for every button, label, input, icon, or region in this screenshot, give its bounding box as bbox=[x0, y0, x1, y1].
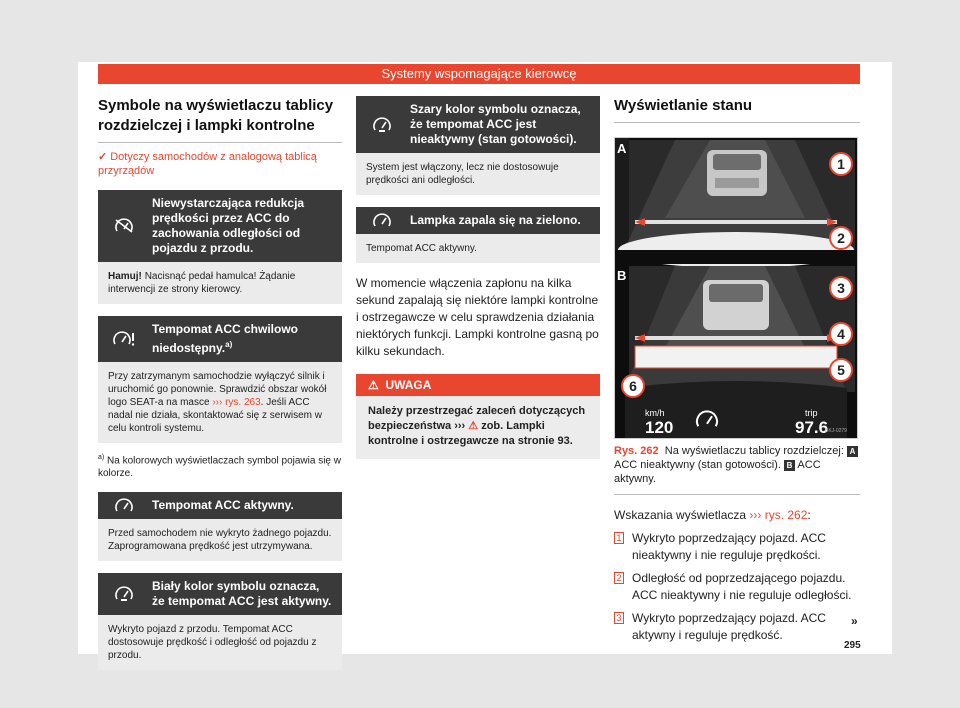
panel-ref-a: A bbox=[847, 446, 858, 457]
symbol-description: System jest włączony, lecz nie dostosowuje prędkości ani odległości. bbox=[356, 153, 600, 195]
panel-ref-b: B bbox=[784, 460, 795, 471]
trip-label: trip bbox=[805, 408, 818, 418]
continue-mark: » bbox=[851, 614, 858, 628]
panel-label-a: A bbox=[617, 141, 627, 156]
symbol-box bbox=[98, 573, 342, 670]
acc-grey-icon bbox=[356, 117, 408, 133]
callout-6: 6 bbox=[621, 374, 645, 398]
list-item: 1 Wykryto poprzedzający pojazd. ACC nieaktywny i nie reguluje prędkości. bbox=[614, 530, 860, 564]
symbol-box bbox=[98, 316, 342, 443]
warning-triangle-icon: ⚠ bbox=[368, 378, 379, 392]
symbol-title: Szary kolor symbolu oznacza, że tempomat ACC jest nieaktywny (stan gotowości). bbox=[410, 102, 581, 146]
list-item: 2 Odległość od poprzedzającego pojazdu. ACC nieaktywny i nie reguluje odległości. bbox=[614, 570, 860, 604]
symbol-description: Wykryto pojazd z przodu. Tempomat ACC dostosowuje prędkość i odległość od pojazdu z przodu. bbox=[98, 615, 342, 670]
symbol-title: Tempomat ACC aktywny. bbox=[152, 498, 294, 513]
display-figure bbox=[614, 137, 858, 439]
symbol-description: Tempomat ACC aktywny. bbox=[356, 234, 600, 263]
symbol-box bbox=[98, 492, 342, 561]
symbol-box bbox=[98, 190, 342, 304]
symbol-box bbox=[356, 96, 600, 195]
speed-unit: km/h bbox=[645, 408, 665, 418]
callout-5: 5 bbox=[829, 358, 853, 382]
applies-to-note: ✓ Dotyczy samochodów z analogową tablicą przyrządów bbox=[98, 151, 317, 177]
symbol-description: Hamuj! Nacisnąć pedał hamulca! Żądanie interwencji ze strony kierowcy. bbox=[98, 262, 342, 304]
figure-code: BKJ-0279 bbox=[825, 428, 847, 434]
symbol-title: Lampka zapala się na zielono. bbox=[410, 213, 581, 227]
list-item: 3 Wykryto poprzedzający pojazd. ACC aktywny i reguluje prędkość. bbox=[614, 610, 860, 644]
column-2 bbox=[356, 96, 600, 459]
figure-link[interactable]: ››› rys. 263 bbox=[212, 397, 261, 408]
symbol-title: Tempomat ACC chwilowo niedostępny.$^{a)}$ bbox=[152, 322, 299, 355]
trip-value: 97.6 bbox=[795, 418, 829, 437]
body-paragraph: W momencie włączenia zapłonu na kilka sekund zapalają się niektóre lampki kontrolne i ostrzegawcze w celu sprawdzenia działania niektórych funkcji. Lampki kontrolne gasną po kilku sekundach. bbox=[356, 276, 599, 358]
symbol-description: Przy zatrzymanym samochodzie wyłączyć silnik i uruchomić go ponownie. Sprawdzić obszar wokół logo SEAT-a na masce ››› rys. 263. Jeśli ACC nadal nie działa, skontaktować się z serwisem w celu kontroli systemu. bbox=[98, 362, 342, 443]
callout-4: 4 bbox=[829, 322, 853, 346]
section-title: Symbole na wyświetlaczu tablicy rozdzielczej i lampki kontrolne bbox=[98, 96, 342, 143]
callout-3: 3 bbox=[829, 276, 853, 300]
warning-text: Należy przestrzegać zaleceń dotyczących bezpieczeństwa ››› ⚠ zob. Lampki kontrolne i ostrzegawcze na stronie 93. bbox=[368, 405, 586, 447]
symbol-box bbox=[356, 207, 600, 263]
warning-header: ⚠ UWAGA bbox=[356, 374, 600, 396]
column-3 bbox=[614, 96, 860, 644]
column-1 bbox=[98, 96, 342, 670]
acc-exclaim-icon bbox=[98, 331, 150, 347]
chapter-header: Systemy wspomagające kierowcę bbox=[98, 64, 860, 84]
page-number: 295 bbox=[844, 640, 861, 651]
acc-white-icon bbox=[98, 586, 150, 602]
warning-box bbox=[356, 374, 600, 459]
symbol-title: Biały kolor symbolu oznacza, że tempomat ACC jest aktywny. bbox=[152, 579, 332, 609]
panel-label-b: B bbox=[617, 268, 627, 283]
acc-crossed-icon bbox=[98, 218, 150, 234]
symbol-description: Przed samochodem nie wykryto żadnego pojazdu. Zaprogramowana prędkość jest utrzymywana. bbox=[98, 519, 342, 561]
acc-active-icon bbox=[98, 498, 150, 514]
symbol-title: Niewystarczająca redukcja prędkości przez ACC do zachowania odległości od pojazdu z przodu. bbox=[152, 196, 305, 255]
callout-1: 1 bbox=[829, 152, 853, 176]
figure-link[interactable]: ››› rys. 262 bbox=[749, 508, 808, 522]
acc-display-icon bbox=[693, 410, 721, 435]
acc-green-icon bbox=[356, 213, 408, 229]
footnote: $^{a)}$ Na kolorowych wyświetlaczach symbol pojawia się w kolorze. bbox=[98, 454, 341, 480]
speed-value: 120 bbox=[645, 418, 674, 437]
warning-triangle-icon: ⚠ bbox=[468, 420, 479, 432]
legend-list bbox=[614, 507, 860, 644]
check-icon: ✓ bbox=[98, 151, 108, 163]
figure-caption: Rys. 262 Na wyświetlaczu tablicy rozdzielczej: A ACC nieaktywny (stan gotowości). B ACC aktywny. bbox=[614, 444, 860, 495]
callout-2: 2 bbox=[829, 226, 853, 250]
section-title: Wyświetlanie stanu bbox=[614, 96, 860, 123]
legend-intro: Wskazania wyświetlacza ››› rys. 262: bbox=[614, 508, 811, 522]
